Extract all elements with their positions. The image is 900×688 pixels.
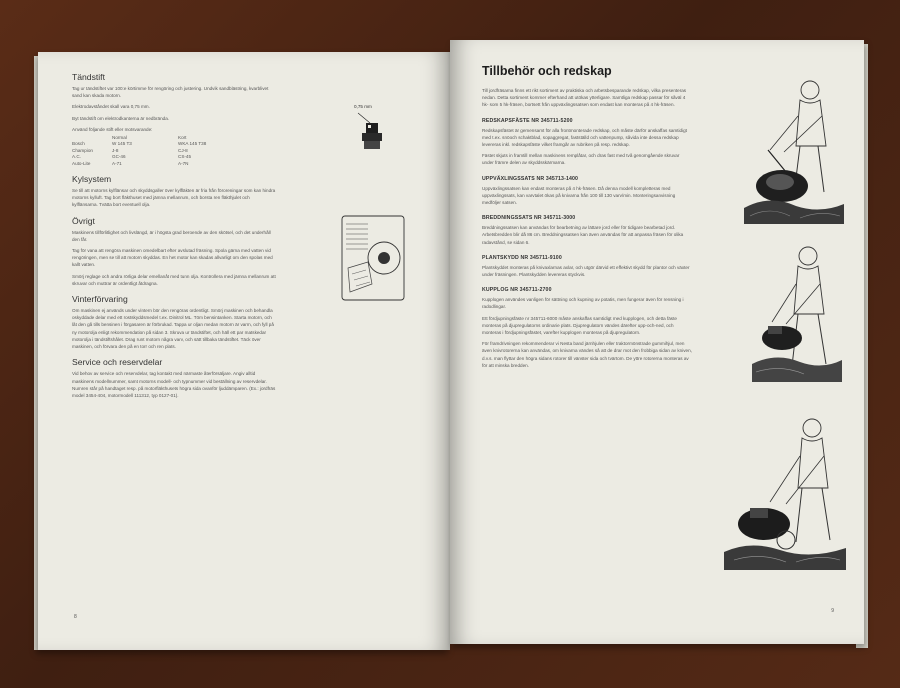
section-paragraph: Uppväxlingssatsen kan endast monteras på 4 hk-fräsen. Då denna modell kompletteras med uppväxlingssats, kan varvtalet ökas på knivarna från 100 till 130 varv/min. Monteringsanvisning medföljer satsen. xyxy=(482,185,676,206)
table-header-cell: Normal xyxy=(112,135,127,141)
section-paragraph: För framdrivningen rekommenderar vi Nesta band järnhjulen eller traktormönstrade gummihjul, men även knivrotorerna kan användas, om knivarna vändes så att de drar mot den frobbiga sidan av kniven, d.v.s. man flyttar den högra sidans rotorer till vänster sida och tvärtom. De yttre rotorerna monteras av för att minska bredden. xyxy=(482,341,692,368)
other-paragraph: Tag för vana att rengöra maskinen omedelbart efter avslutad fräsning. Spola gärna med vatten vid rengöringen, men se till att motorn skyddas. En het motor kan skadas allvarligt om den spolas med kallt vatten. xyxy=(72,248,273,268)
other-paragraph: Maskinens tillförlitlighet och livslängd, är i högsta grad beroende av den skötsel, och det underhåll den får. xyxy=(72,229,271,242)
spark-plug-table xyxy=(72,135,212,167)
page-title: Tillbehör och redskap xyxy=(482,64,612,78)
table-cell: W 145 T3 xyxy=(112,141,132,147)
section-paragraph: Kupplogen användes vanligen för sättning och kupning av potatis, men fungerar även för rensning i radodlingar. xyxy=(482,297,684,310)
section-paragraph: Breddningssatsen kan användas för bearbetning av lättare jord eller för tidigare bearbetad jord. Arbetsbredden blir då 86 cm. Breddningssatsen kan även användas för att anpassa fräsen för olika radavstånd, se sidan 6. xyxy=(482,225,684,245)
tiller-operator-illustration-2 xyxy=(746,240,846,390)
table-cell: Bosch xyxy=(72,141,85,147)
spark-plug-paragraph: Tag ur tändstiftet var 100:e körtimme för rengöring och justering. Undvik sandblästring, kvarblivet sand kan skada motorn. xyxy=(72,86,269,99)
winter-storage-paragraph: Om maskinen ej används under vintern bör den rengöras ordentligt. Smörj maskinen och behandla oskyddade delar med ett rostskyddsmedel t.ex. Dinitrol ML. Töm bensintanken. Starta motorn, och låt den gå tills bensinen i förgasaren är förbrukad. Tappa ur oljan medan motorn är varm, och fyll på ny motorolja enligt rekommendation på sidan 3. Skruva ur tändstiftet, och häll ett par matskedar motorolja i tändstiftshålet. Drag runt motorn några varv, och sätt tillbaka tändstiftet. Täck över maskinen, och förvara den på en torr och ren plats. xyxy=(72,308,274,350)
section-paragraph: Redskapsfästet är gemensamt för alla frontmonterade redskap, och måste därför anskaffas samtidigt med t.ex. snöoch schaktblad, sopaggregat, fastställd och vattenpump, såvida inte dessa redskap levereras inkl. redskapsfäste vilket framgår av rubriken på resp. redskap. xyxy=(482,127,687,148)
service-heading: Service och reservdelar xyxy=(72,357,163,368)
section-heading-redskapsfaste: REDSKAPSFÄSTE NR 345711-5200 xyxy=(482,117,573,124)
left-page xyxy=(38,52,450,650)
table-cell: CJ-8 xyxy=(178,147,188,153)
intro-paragraph: Till jordfräsarna finns ett rikt sortiment av praktiska och arbetsbesparande redskap, vilka presenteras nedan. Detta sortiment kommer efterhand att utökas ytterligare. Samtliga redskap passar för såväl 4 hk- som 5 hk-fräsen, bortsett från uppväxlingssatsen som endast kan monteras på 4 hk-fräsen. xyxy=(482,88,687,108)
table-row xyxy=(72,161,212,167)
page-number-right: 9 xyxy=(831,608,834,614)
table-cell: GC-46 xyxy=(112,154,126,160)
spark-plug-illustration xyxy=(350,104,394,153)
tiller-operator-illustration-1 xyxy=(740,76,850,226)
table-cell: CS-45 xyxy=(178,154,192,160)
tiller-operator-illustration-3 xyxy=(720,412,850,572)
table-cell: A-71 xyxy=(112,160,122,166)
spark-plug-paragraph: Byt tändstift om elektrodkanterna är nedbrända. xyxy=(72,115,170,121)
section-heading-uppvaxlingssats: UPPVÄXLINGSSATS NR 345713-1400 xyxy=(482,175,579,182)
cooling-paragraph: Se till att motorns kylflänsar och skyddsgaller över kylfläkten är fria från föroreningar som kan hindra motorns kylluft. Tag bort fläkthuset med jämna mellanrum, och borsta ren fläkthjulet och kylflänsarna. Tvätta bort eventuell olja. xyxy=(72,188,276,208)
table-cell: A-7N xyxy=(178,160,189,166)
table-cell: Auto-Lite xyxy=(72,160,91,166)
table-header-cell: Kort xyxy=(178,135,187,141)
spark-plug-heading: Tändstift xyxy=(72,72,105,82)
table-cell: A.C. xyxy=(72,154,81,160)
right-page xyxy=(450,40,864,644)
section-heading-kupplog: KUPPLOG NR 345711-2700 xyxy=(482,287,552,294)
table-cell: J-8 xyxy=(112,147,119,153)
section-paragraph: Fästet skjuts in framtill mellan maskinens remplåtar, och dras fast med två genomgående skruvar under främre delen av skyddsskärmarna. xyxy=(482,153,680,166)
engine-illustration xyxy=(338,212,408,304)
gap-label: 0,75 mm xyxy=(354,104,372,109)
spark-plug-paragraph: Elektrodavståndet skall vara 0,75 mm. xyxy=(72,104,150,110)
cooling-heading: Kylsystem xyxy=(72,174,112,185)
other-paragraph: Smörj reglage och andra rörliga delar emellanåt med tunn olja. Kontrollera med jämna mellanrum att skruvar och muttrar är ordentligt åtdragna. xyxy=(72,273,276,286)
section-heading-plantskydd: PLANTSKYDD NR 345711-9100 xyxy=(482,254,562,261)
table-cell: Champion xyxy=(72,147,93,153)
service-paragraph: Vid behov av service och reservdelar, tag kontakt med närmaste återförsäljare. Angiv alltid maskinens modellnummer, samt motorns modell- och typnummer vid beställning av reservdelar. Numren står på handtaget resp. på motorfläkthusets högra sida ovanför ljuddämparen. (Ex.: jordfräs model 3454-404, motormodell 111312, typ 0127-01). xyxy=(72,371,276,398)
page-number-left: 8 xyxy=(74,614,77,620)
section-heading-breddningssats: BREDDNINGSSATS NR 345711-3000 xyxy=(482,215,576,222)
spark-plug-paragraph: Använd följande stift eller motsvarande: xyxy=(72,126,153,132)
other-heading: Övrigt xyxy=(72,215,95,226)
table-cell: WKA 145 T38 xyxy=(178,141,207,147)
section-paragraph: Plantskyddet monteras på knivaxlarnas axlar, och utgör därvid ett effektivt skydd för plantor och växter under fräsningen. Plantskydden levereras styckvis. xyxy=(482,264,690,278)
section-paragraph: Ett fördjupningsfäste nr 345711-6000 måste anskaffas samtidigt med kupplogen, och detta fäste monteras på djupregulatorns ordinarie plats. Djupregulatorn vändes därefter upp-och-ned, och monteras i fördjupningsfästet, varefter kupplogen monteras på djupregulatorn. xyxy=(482,315,677,336)
winter-storage-heading: Vinterförvaring xyxy=(72,294,128,305)
